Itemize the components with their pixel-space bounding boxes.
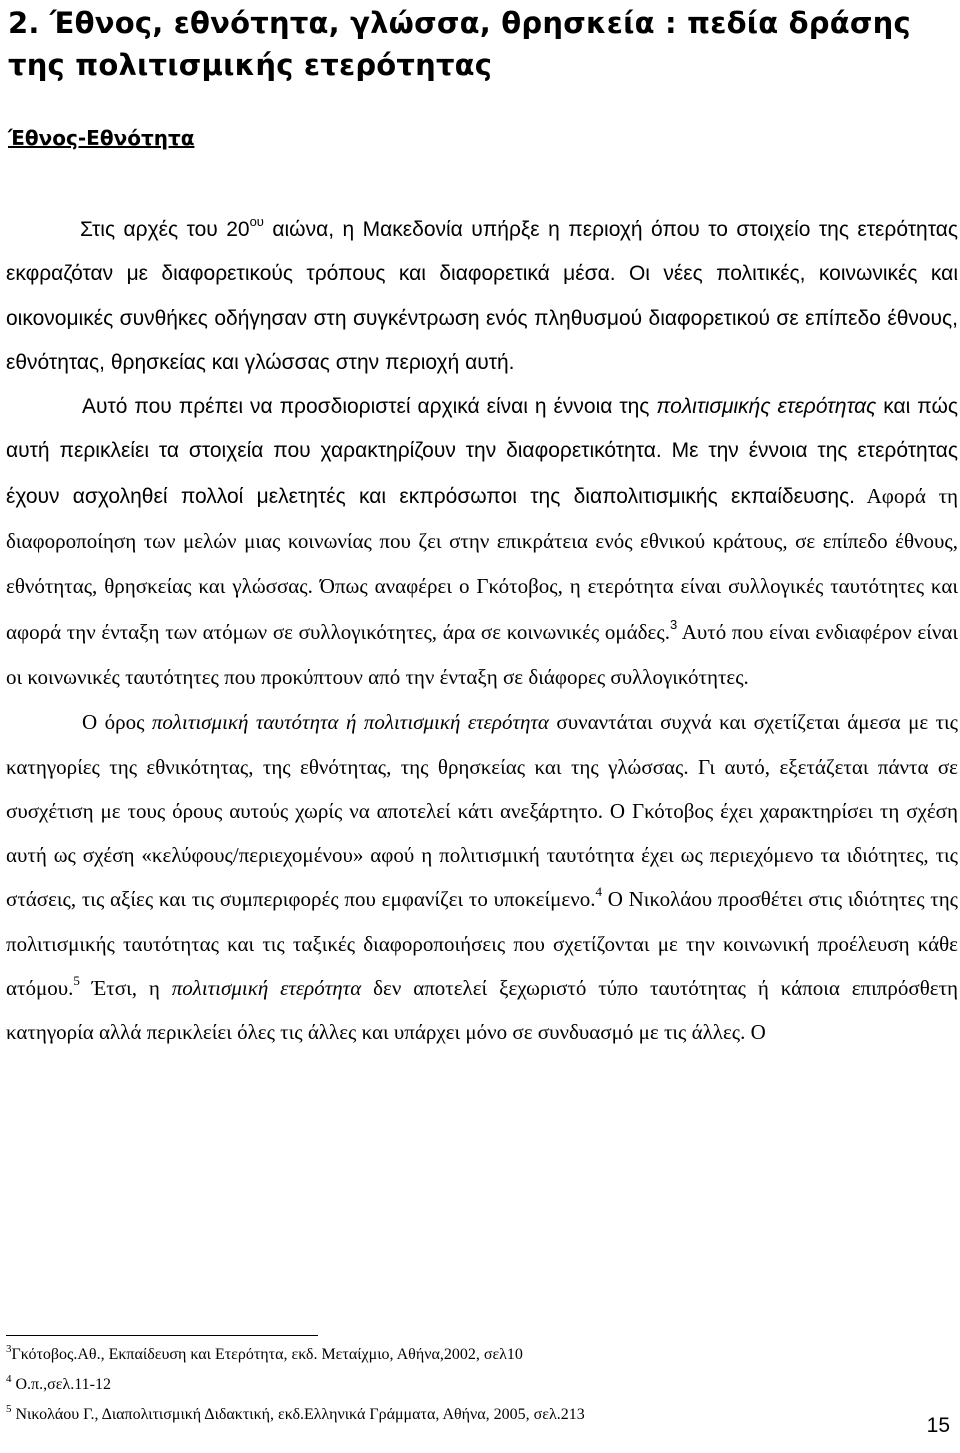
- footnote-text: Νικολάου Γ., Διαπολιτισμική Διδακτική, εκδ.Ελληνικά Γράμματα, Αθήνα, 2005, σελ.213: [11, 1406, 585, 1423]
- footnote-ref-4: 4: [595, 884, 602, 900]
- section-heading: 2. Έθνος, εθνότητα, γλώσσα, θρησκεία : πεδία δράσης της πολιτισμικής ετερότητας: [8, 6, 911, 82]
- footnote-3: [6, 1340, 956, 1370]
- page-number: 15: [926, 1414, 950, 1437]
- footnote-4: [6, 1370, 956, 1400]
- subsection-heading: Έθνος-Εθνότητα: [8, 126, 195, 150]
- paragraph-2: [6, 385, 958, 700]
- space: [356, 710, 363, 734]
- paragraph-3: [6, 700, 958, 1054]
- footnote-text: Ο.π.,σελ.11-12: [11, 1376, 111, 1393]
- paragraph-1: [6, 208, 958, 385]
- footnotes: [6, 1340, 956, 1430]
- paragraph-2-text-c: Αφορά τη διαφοροποίηση των μελών μιας κοινωνίας που ζει στην επικράτεια ενός εθνικού κράτους, σε επίπεδο έθνους, εθνότητας, θρησκείας και γλώσσας. Όπως αναφέρει ο Γκότοβος, η ετερότητα είναι συλλογικές ταυτότητες και αφορά την ένταξη των ατόμων σε συλλογικότητες, άρα σε κοινωνικές ομάδες.: [6, 483, 958, 644]
- footnote-separator: [6, 1335, 318, 1336]
- paragraph-3-text-g: δεν αποτελεί ξεχωριστό τύπο ταυτότητας ή κάποια επιπρόσθετη κατηγορία αλλά περικλείει όλες τις άλλες και υπάρχει μόνο σε συνδυασμό με τις άλλες. Ο: [6, 976, 958, 1045]
- paragraph-3-text-f: Έτσι, η: [79, 976, 172, 1001]
- italic-term: πολιτισμική ετερότητα: [171, 976, 362, 1001]
- footnote-number: 5: [6, 1403, 12, 1415]
- italic-term: πολιτισμικής ετερότητας: [656, 395, 877, 419]
- paragraph-1-text-b: αιώνα, η Μακεδονία υπήρξε η περιοχή όπου το στοιχείο της ετερότητας εκφραζόταν με διαφορετικούς τρόπους και διαφορετικά μέσα. Οι νέες πολιτικές, κοινωνικές και οικονομικές συνθήκες οδήγησαν στη συγκέντρωση ενός πληθυσμού διαφορετικού σε επίπεδο έθνους, εθνότητας, θρησκείας και γλώσσας στην περιοχή αυτή.: [6, 218, 958, 374]
- paragraph-3-text-e: Ο Νικολάου προσθέτει στις ιδιότητες της πολιτισμικής ταυτότητας και τις ταξικές διαφοροποιήσεις που σχετίζονται με την κοινωνική προέλευση κάθε ατόμου.: [6, 887, 958, 1001]
- italic-term: πολιτισμική ταυτότητα: [151, 710, 339, 735]
- paragraph-3-text-a: Ο όρος: [82, 710, 152, 735]
- footnote-ref-3: 3: [669, 616, 678, 632]
- body-text: [6, 208, 958, 1055]
- paragraph-1-text-a: Στις αρχές του 20: [80, 218, 250, 241]
- italic-term: πολιτισμική ετερότητα: [363, 710, 549, 735]
- footnote-number: 3: [6, 1343, 12, 1355]
- paragraph-3-text-d: συναντάται συχνά και σχετίζεται άμεσα με τις κατηγορίες της εθνικότητας, της εθνότητας, της θρησκείας και της γλώσσας. Γι αυτό, εξετάζεται πάντα σε συσχέτιση με τους όρους αυτούς χωρίς να αποτελεί κάτι ανεξάρτητο. Ο Γκότοβος έχει χαρακτηρίσει τη σχέση αυτή ως σχέση «κελύφους/περιεχομένου» αφού η πολιτισμική ταυτότητα έχει ως περιεχόμενο τα ιδιότητες, τις στάσεις, τις αξίες και τις συμπεριφορές που εμφανίζει το υποκείμενο.: [6, 710, 958, 912]
- paragraph-2-text-a: Αυτό που πρέπει να προσδιοριστεί αρχικά είναι η έννοια της: [82, 395, 657, 419]
- italic-conjunction: ή: [345, 710, 357, 735]
- footnote-number: 4: [6, 1373, 12, 1385]
- footnote-5: [6, 1400, 956, 1430]
- paragraph-2-text-d: Αυτό που είναι ενδιαφέρον είναι οι κοινωνικές ταυτότητες που προκύπτουν από την ένταξη σε διάφορες συλλογικότητες.: [6, 619, 958, 689]
- superscript-century: ου: [249, 214, 264, 229]
- footnote-ref-5: 5: [73, 973, 80, 989]
- paragraph-2-text-b: και πώς αυτή περικλείει τα στοιχεία που χαρακτηρίζουν την διαφορετικότητα. Με την έννοια της ετερότητας έχουν ασχοληθεί πολλοί μελετητές και εκπρόσωποι της διαπολιτισμικής εκπαίδευσης.: [6, 395, 958, 508]
- space: [339, 710, 346, 734]
- footnote-text: Γκότοβος.Αθ., Εκπαίδευση και Ετερότητα, εκδ. Μεταίχμιο, Αθήνα,2002, σελ10: [11, 1346, 523, 1363]
